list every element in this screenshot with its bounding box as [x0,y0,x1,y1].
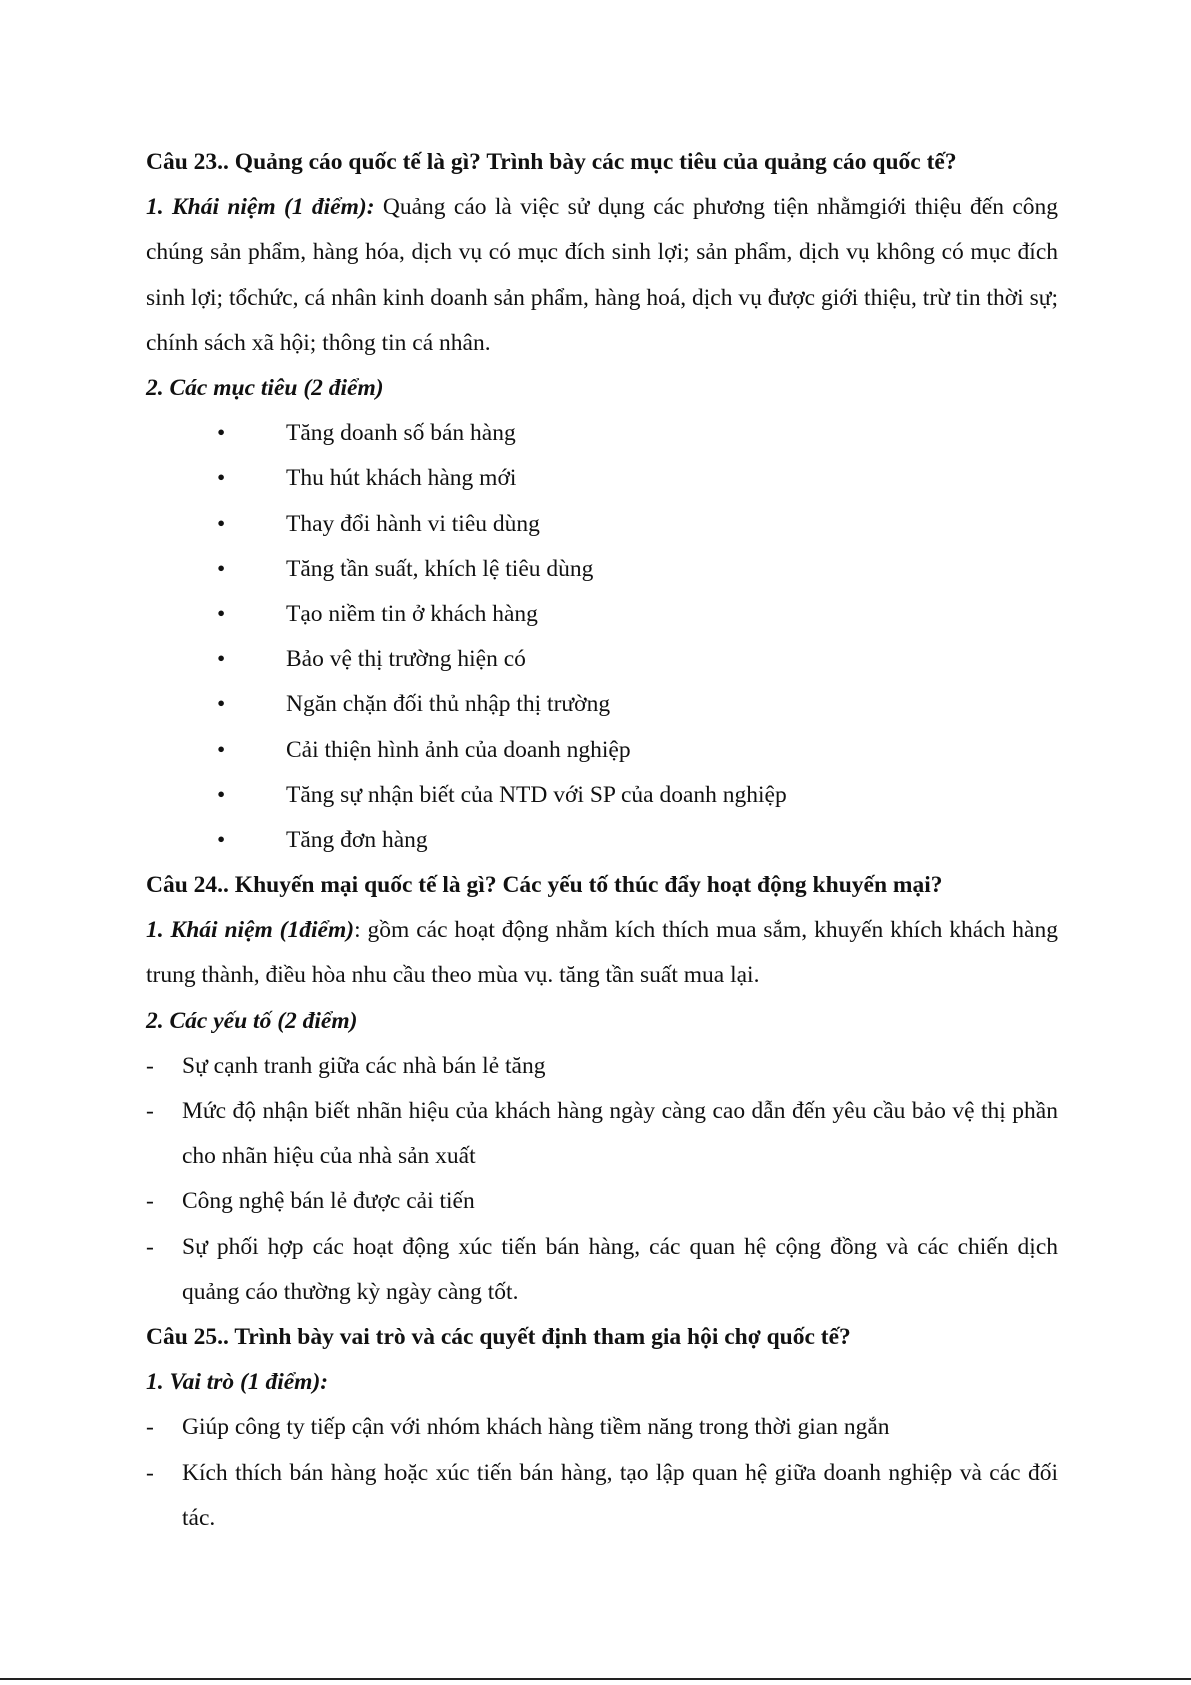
dash-icon: - [146,1459,154,1486]
bullet-icon: • [217,691,226,718]
bullet-icon: • [217,646,226,673]
list-item-text: Thay đổi hành vi tiêu dùng [286,510,540,537]
dash-icon: - [146,1233,154,1260]
list-item-text: Tăng doanh số bán hàng [286,420,516,447]
list-item-text: Tạo niềm tin ở khách hàng [286,600,538,627]
q23-title: Câu 23.. Quảng cáo quốc tế là gì? Trình bày các mục tiêu của quảng cáo quốc tế? [146,149,957,175]
q25-title: Câu 25.. Trình bày vai trò và các quyết định tham gia hội chợ quốc tế? [146,1324,851,1351]
list-item [146,637,1058,682]
list-item [146,1405,1058,1450]
q25-roles-list [146,1405,1058,1541]
list-item [146,1044,1058,1089]
q23-goals-heading: 2. Các mục tiêu (2 điểm) [146,375,384,401]
bullet-icon: • [217,510,226,537]
list-item-text: Cải thiện hình ảnh của doanh nghiệp [286,736,631,763]
list-item-text: Sự phối hợp các hoạt động xúc tiến bán hàng, các quan hệ cộng đồng và các chiến dịch quảng cáo thường kỳ ngày càng tốt. [182,1233,1058,1305]
q24-concept-lead: 1. Khái niệm (1điểm) [146,917,355,944]
q24-title: Câu 24.. Khuyến mại quốc tế là gì? Các yếu tố thúc đẩy hoạt động khuyến mại? [146,872,943,899]
list-item-text: Giúp công ty tiếp cận với nhóm khách hàng tiềm năng trong thời gian ngắn [182,1414,890,1441]
dash-icon: - [146,1098,154,1125]
list-item [146,547,1058,592]
list-item [146,1225,1058,1315]
list-item-text: Tăng tần suất, khích lệ tiêu dùng [286,555,594,582]
dash-icon: - [146,1414,154,1441]
list-item [146,411,1058,456]
q23-concept-paragraph [146,185,1058,366]
dash-icon: - [146,1052,154,1079]
list-item-text: Mức độ nhận biết nhãn hiệu của khách hàng ngày càng cao dẫn đến yêu cầu bảo vệ thị phần cho nhãn hiệu của nhà sản xuất [182,1098,1058,1170]
dash-icon: - [146,1188,154,1215]
list-item-text: Sự cạnh tranh giữa các nhà bán lẻ tăng [182,1052,546,1079]
q24-factors-heading: 2. Các yếu tố (2 điểm) [146,1007,358,1034]
list-item [146,1089,1058,1179]
bullet-icon: • [217,826,226,853]
list-item [146,1179,1058,1224]
q24-factors-list [146,1044,1058,1315]
list-item [146,818,1058,863]
list-item [146,456,1058,501]
q23-concept-lead: 1. Khái niệm (1 điểm): [146,194,375,221]
q25-role-heading: 1. Vai trò (1 điểm): [146,1369,329,1396]
list-item-text: Thu hút khách hàng mới [286,465,517,492]
list-item-text: Kích thích bán hàng hoặc xúc tiến bán hàng, tạo lập quan hệ giữa doanh nghiệp và các đối tác. [182,1459,1058,1531]
bullet-icon: • [217,736,226,763]
list-item-text: Công nghệ bán lẻ được cải tiến [182,1188,475,1215]
list-item-text: Tăng đơn hàng [286,826,428,853]
list-item [146,502,1058,547]
q23-concept-text: Quảng cáo là việc sử dụng các phương tiện nhằmgiới thiệu đến công chúng sản phẩm, hàng hóa, dịch vụ có mục đích sinh lợi; sản phẩm, dịch vụ không có mục đích sinh lợi; tổchức, cá nhân kinh doanh sản phẩm, hàng hoá, dịch vụ được giới thiệu, trừ tin thời sự; chính sách xã hội; thông tin cá nhân. [146,194,1058,356]
q24-concept-text: : gồm các hoạt động nhằm kích thích mua sắm, khuyến khích khách hàng trung thành, điều hòa nhu cầu theo mùa vụ. tăng tần suất mua lại. [146,917,1058,989]
list-item [146,773,1058,818]
bullet-icon: • [217,420,226,447]
bullet-icon: • [217,781,226,808]
document-page [146,140,1058,1541]
bullet-icon: • [217,555,226,582]
q23-goals-list [146,411,1058,863]
list-item [146,1451,1058,1541]
list-item [146,682,1058,727]
q24-concept-paragraph [146,908,1058,998]
bullet-icon: • [217,600,226,627]
bullet-icon: • [217,465,226,492]
list-item-text: Tăng sự nhận biết của NTD với SP của doanh nghiệp [286,781,787,808]
footer-divider [0,1678,1191,1680]
list-item-text: Ngăn chặn đối thủ nhập thị trường [286,691,611,718]
list-item [146,592,1058,637]
list-item-text: Bảo vệ thị trường hiện có [286,646,526,673]
list-item [146,728,1058,773]
